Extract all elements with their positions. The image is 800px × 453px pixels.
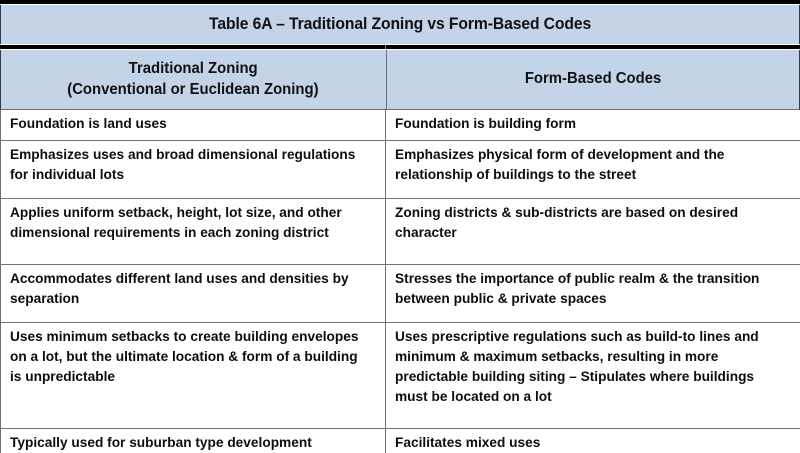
table-title-bar (0, 5, 800, 44)
table-cell-text: Applies uniform setback, height, lot size, and other dimensional requirements in each zoning district (10, 205, 342, 241)
table-row (1, 429, 800, 453)
table-cell-form-based (386, 110, 799, 140)
table-cell-traditional (1, 429, 386, 453)
column-header-form-based-codes-line1: Form-Based Codes (524, 70, 661, 88)
column-header-traditional-zoning-line1: Traditional Zoning (128, 59, 258, 77)
table-cell-form-based (386, 199, 799, 264)
table-cell-text: Typically used for suburban type development (10, 435, 312, 451)
table-row (1, 265, 800, 323)
table-body (0, 110, 800, 453)
table-row (1, 199, 800, 265)
table-cell-text: Foundation is land uses (10, 116, 167, 132)
column-header-form-based-codes (387, 50, 799, 109)
table-cell-form-based (386, 141, 799, 198)
table-header-row (0, 50, 800, 110)
table-title: Table 6A – Traditional Zoning vs Form-Based Codes (208, 15, 592, 33)
table-row (1, 110, 800, 141)
table-cell-form-based (386, 323, 799, 428)
table-cell-text: Zoning districts & sub-districts are based on desired character (395, 205, 739, 241)
table-cell-traditional (1, 265, 386, 322)
table-cell-text: Facilitates mixed uses (395, 435, 541, 451)
table-row (1, 323, 800, 429)
column-header-traditional-zoning (1, 50, 387, 109)
table-cell-form-based (386, 429, 799, 453)
table-cell-form-based (386, 265, 799, 322)
table-cell-text: Foundation is building form (395, 116, 576, 132)
column-header-traditional-zoning-line2: (Conventional or Euclidean Zoning) (67, 80, 319, 98)
table-cell-text: Accommodates different land uses and densities by separation (10, 271, 349, 307)
table-cell-text: Uses prescriptive regulations such as build-to lines and minimum & maximum setbacks, resulting in more predictable building siting – Stipulates where buildings must be located on a lot (395, 329, 759, 405)
table-cell-traditional (1, 141, 386, 198)
table-cell-text: Stresses the importance of public realm & the transition between public & private spaces (395, 271, 760, 307)
title-header-divider (0, 44, 800, 50)
table-cell-traditional (1, 199, 386, 264)
table-cell-text: Uses minimum setbacks to create building envelopes on a lot, but the ultimate location & form of a building is unpredictable (10, 329, 359, 385)
table-row (1, 141, 800, 199)
table-cell-text: Emphasizes physical form of development and the relationship of buildings to the street (395, 147, 725, 183)
table-cell-text: Emphasizes uses and broad dimensional regulations for individual lots (10, 147, 356, 183)
table-cell-traditional (1, 110, 386, 140)
table-cell-traditional (1, 323, 386, 428)
